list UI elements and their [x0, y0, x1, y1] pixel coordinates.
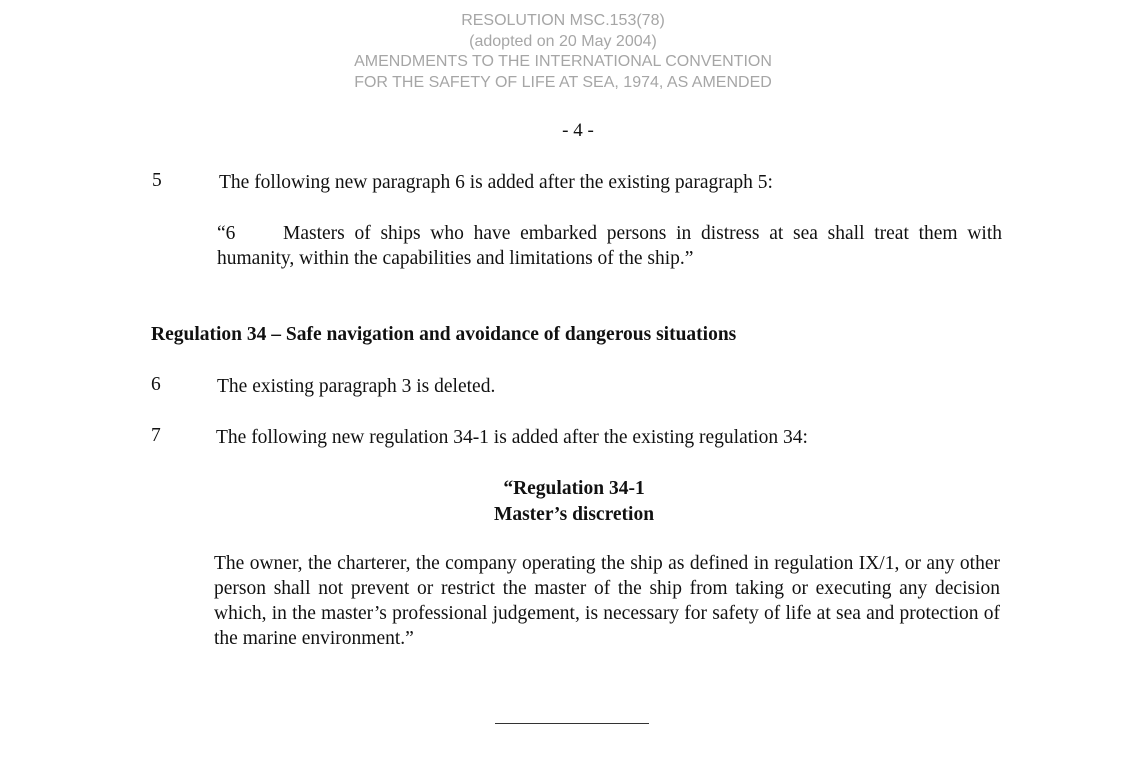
new-regulation-heading [0, 476, 1123, 527]
regulation-heading: Regulation 34 – Safe navigation and avoidance of dangerous situations [151, 324, 737, 345]
item-text-7: The following new regulation 34-1 is added after the existing regulation 34: [216, 427, 808, 448]
resolution-title: RESOLUTION MSC.153(78) [461, 12, 665, 29]
item-text-6: The existing paragraph 3 is deleted. [217, 376, 496, 397]
new-regulation-text: The owner, the charterer, the company operating the ship as defined in regulation IX/1, or any other person shall not prevent or restrict the master of the ship from taking or executing any decision which, in the master’s professional judgement, is necessary for safety of life at sea and protection of the marine environment.” [214, 553, 1000, 649]
end-rule-divider [495, 723, 649, 724]
new-regulation-title: “Regulation 34-1 [503, 478, 645, 499]
document-header [0, 11, 1123, 93]
quoted-paragraph-text: Masters of ships who have embarked persons in distress at sea shall treat them with humanity, within the capabilities and limitations of the ship.” [217, 223, 1002, 269]
item-number-7: 7 [151, 425, 161, 446]
convention-title: FOR THE SAFETY OF LIFE AT SEA, 1974, AS AMENDED [354, 73, 772, 91]
quoted-paragraph-number: “6 [217, 223, 236, 244]
amendments-title: AMENDMENTS TO THE INTERNATIONAL CONVENTION [354, 53, 772, 70]
new-regulation-subtitle: Master’s discretion [493, 503, 655, 525]
item-number-5: 5 [152, 170, 162, 191]
item-text-5: The following new paragraph 6 is added after the existing paragraph 5: [219, 172, 773, 193]
quoted-paragraph [217, 221, 1002, 271]
adoption-date: (adopted on 20 May 2004) [469, 32, 657, 50]
item-number-6: 6 [151, 374, 161, 395]
page-number: - 4 - [562, 120, 594, 141]
